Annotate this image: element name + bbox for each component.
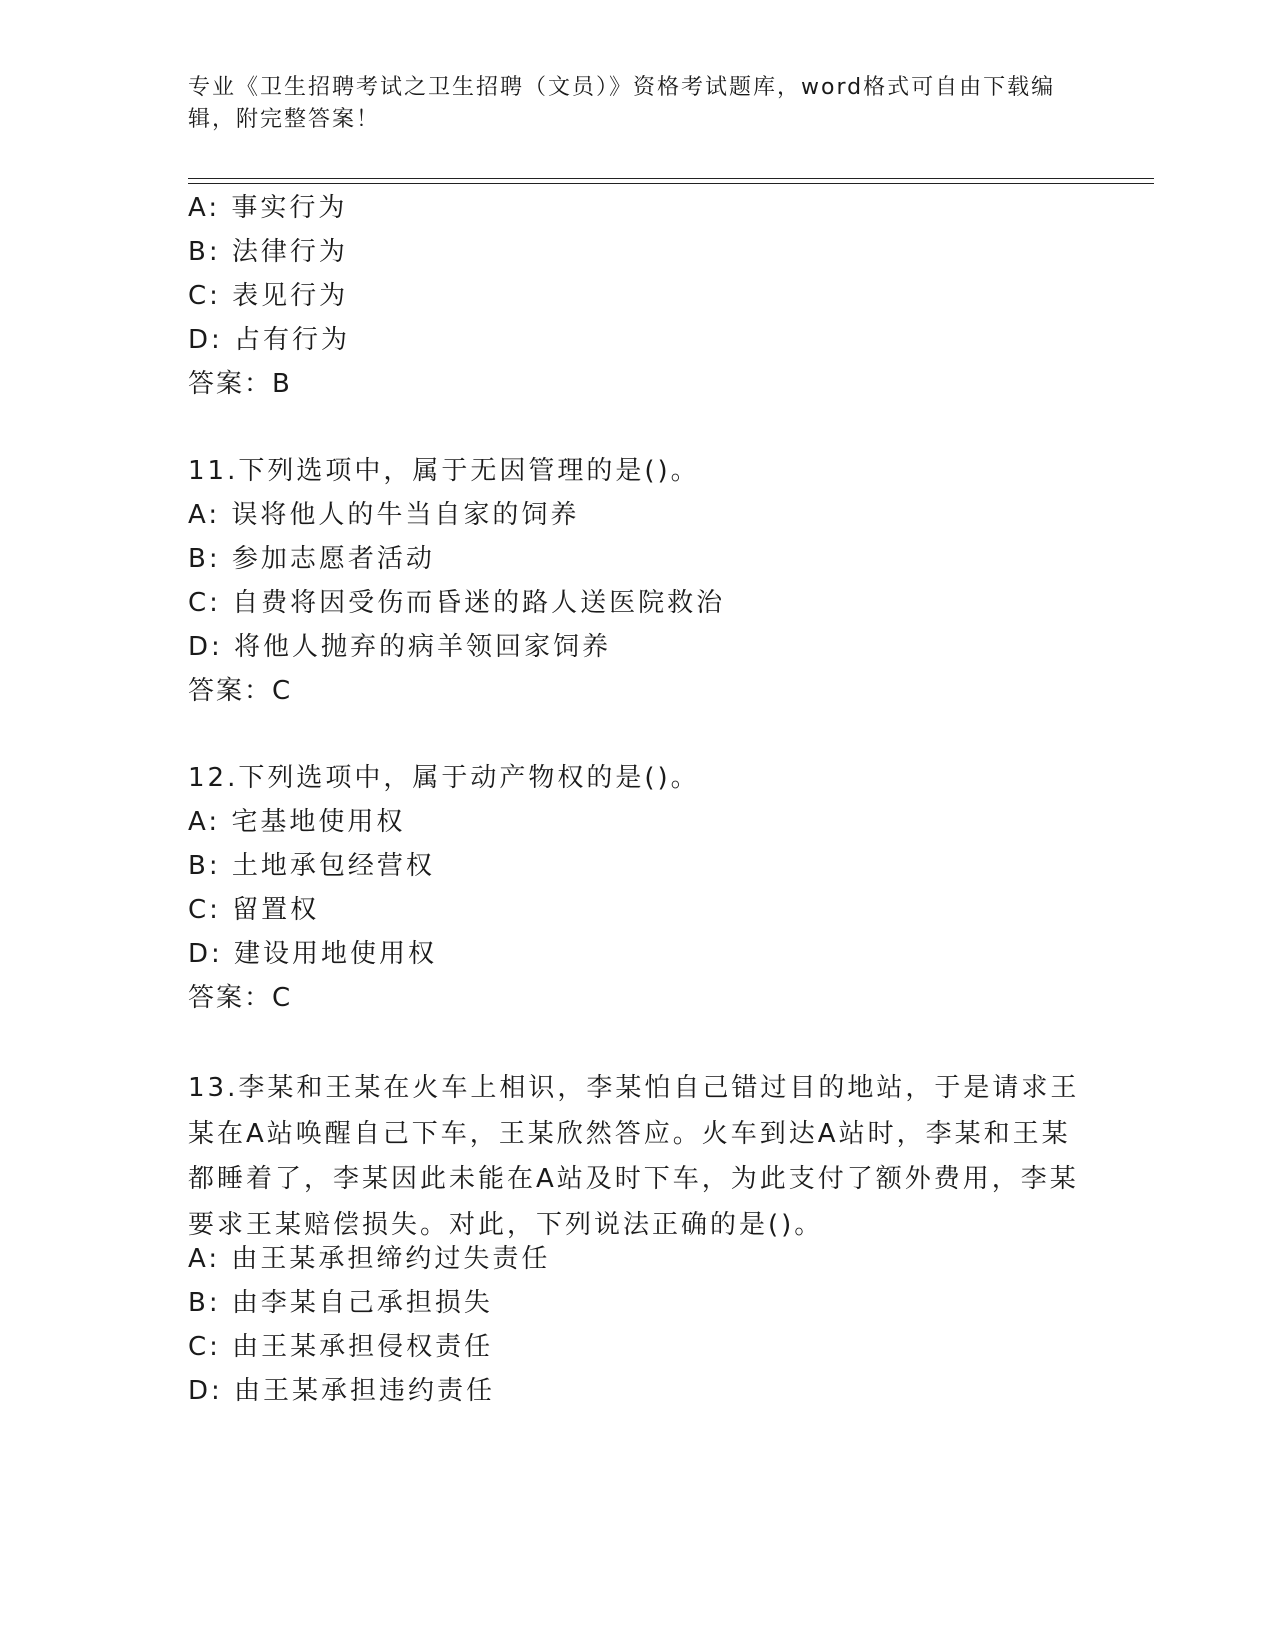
- q11-option-a: A: 误将他人的牛当自家的饲养: [188, 500, 580, 530]
- q10-option-d: D: 占有行为: [188, 325, 351, 355]
- q11-option-c: C: 自费将因受伤而昏迷的路人送医院救治: [188, 588, 726, 618]
- q10-option-a: A: 事实行为: [188, 193, 348, 223]
- q10-option-c: C: 表见行为: [188, 281, 349, 311]
- q12-option-a: A: 宅基地使用权: [188, 807, 406, 837]
- q13-option-a: A: 由王某承担缔约过失责任: [188, 1244, 551, 1274]
- q11-option-d: D: 将他人抛弃的病羊领回家饲养: [188, 632, 612, 662]
- q10-answer: 答案：B: [188, 369, 292, 399]
- q10-option-b: B: 法律行为: [188, 237, 348, 267]
- q13-option-d: D: 由王某承担违约责任: [188, 1376, 496, 1406]
- q12-question: 12.下列选项中，属于动产物权的是()。: [188, 763, 700, 793]
- header-divider-top: [188, 178, 1154, 179]
- header-divider-bottom: [188, 183, 1154, 184]
- document-header: 专业《卫生招聘考试之卫生招聘（文员）》资格考试题库，word格式可自由下载编辑，附完整答案！: [188, 75, 1056, 132]
- q11-answer: 答案：C: [188, 676, 293, 706]
- q13-question: 13.李某和王某在火车上相识，李某怕自己错过目的地站，于是请求王某在A站唤醒自己下车，王某欣然答应。火车到达A站时，李某和王某都睡着了，李某因此未能在A站及时下车，为此支付了额外费用，李某要求王某赔偿损失。对此，下列说法正确的是()。: [188, 1073, 1080, 1240]
- q11-question: 11.下列选项中，属于无因管理的是()。: [188, 456, 700, 486]
- q12-option-b: B: 土地承包经营权: [188, 851, 435, 881]
- q12-option-c: C: 留置权: [188, 895, 320, 925]
- q11-option-b: B: 参加志愿者活动: [188, 544, 435, 574]
- q13-option-c: C: 由王某承担侵权责任: [188, 1332, 494, 1362]
- q12-option-d: D: 建设用地使用权: [188, 939, 438, 969]
- q13-option-b: B: 由李某自己承担损失: [188, 1288, 493, 1318]
- q12-answer: 答案：C: [188, 983, 293, 1013]
